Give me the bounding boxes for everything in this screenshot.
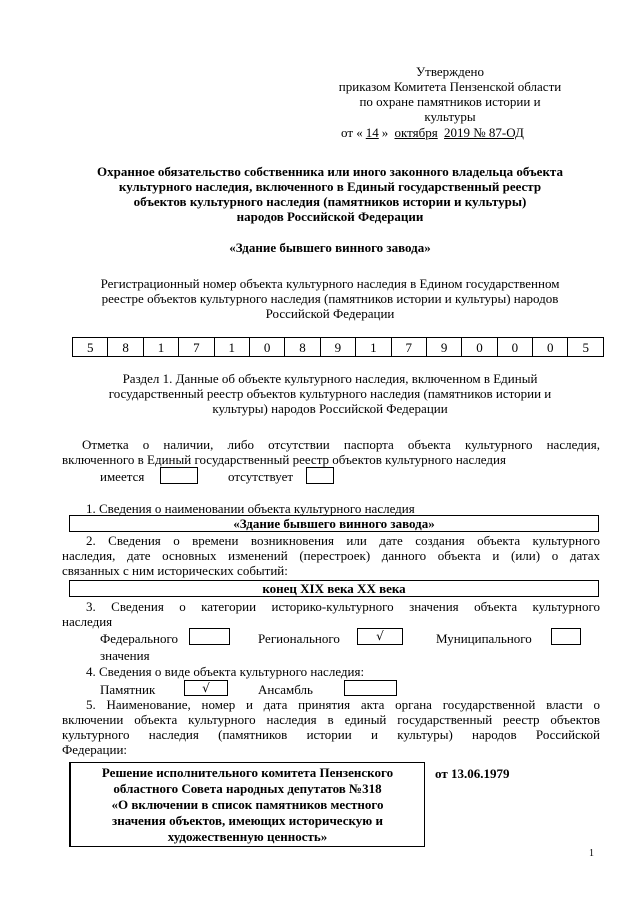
approval-date-prefix: от « (341, 125, 363, 140)
regional-check-mark: √ (376, 629, 384, 643)
act-name (71, 765, 424, 845)
regional-label: Регионального (258, 631, 340, 646)
act-line-3: «О включении в список памятников местного (111, 797, 384, 812)
reg-digit: 9 (426, 338, 461, 357)
item-5-line-2: включении объекта культурного наследия в единый государственный реестр объектов (62, 712, 600, 727)
reg-digit: 8 (108, 338, 143, 357)
approval-day: 14 (365, 125, 379, 140)
passport-absent-checkbox[interactable] (306, 467, 334, 484)
reg-digit: 5 (568, 338, 604, 357)
registration-number-row (73, 338, 604, 357)
title-line-2: культурного наследия, включенного в Единый государственный реестр (118, 179, 542, 194)
item-2-value: конец XIX века XX века (262, 581, 406, 596)
reg-digit: 7 (391, 338, 426, 357)
reg-digit: 1 (143, 338, 178, 357)
approval-line-2: приказом Комитета Пензенской области (338, 79, 562, 94)
reg-digit: 0 (462, 338, 497, 357)
section-1-line-1: Раздел 1. Данные об объекте культурного наследия, включенном в Единый (122, 371, 538, 386)
reg-digit: 0 (249, 338, 284, 357)
act-line-1: Решение исполнительного комитета Пензенского (101, 765, 394, 780)
reg-intro-line-2: реестре объектов культурного наследия (памятников истории и культуры) народов (101, 291, 559, 306)
passport-exists-checkbox[interactable] (160, 467, 198, 484)
item-5-line-1: 5. Наименование, номер и дата принятия акта органа государственной власти о (86, 697, 600, 712)
significance-label: значения (100, 648, 150, 663)
reg-intro-line-3: Российской Федерации (265, 306, 395, 321)
ensemble-checkbox[interactable] (344, 680, 397, 696)
federal-checkbox[interactable] (189, 628, 230, 645)
act-line-5: художественную ценность» (167, 829, 328, 844)
item-3-line-1: 3. Сведения о категории историко-культурного значения объекта культурного (86, 599, 600, 614)
registration-intro (50, 276, 610, 321)
item-5-line-3: культурного наследия (памятников истории и культуры) народов Российской (62, 727, 600, 742)
item-5-text (62, 697, 600, 757)
title-line-1: Охранное обязательство собственника или иного законного владельца объекта (97, 164, 563, 179)
approval-year-number: 2019 № 87-ОД (444, 125, 524, 140)
item-2-value-box (69, 580, 599, 597)
ensemble-label: Ансамбль (258, 682, 313, 697)
passport-line-1: Отметка о наличии, либо отсутствии паспорта объекта культурного наследия, (82, 437, 600, 452)
page-number: 1 (589, 848, 594, 859)
reg-digit: 8 (285, 338, 320, 357)
approval-line-3: по охране памятников истории и (359, 94, 541, 109)
section-1-heading (60, 371, 600, 416)
section-1-line-2: государственный реестр объектов культурного наследия (памятников истории и (108, 386, 552, 401)
item-1-label: 1. Сведения о наименовании объекта культурного наследия (86, 501, 415, 516)
approval-date (341, 125, 601, 140)
title-line-4: народов Российской Федерации (236, 209, 424, 224)
document-title (60, 164, 600, 224)
reg-digit: 1 (356, 338, 391, 357)
title-line-3: объектов культурного наследия (памятников истории и культуры) (133, 194, 527, 209)
approval-line-1: Утверждено (415, 64, 485, 79)
reg-digit: 5 (73, 338, 108, 357)
passport-absent-label: отсутствует (228, 469, 294, 484)
act-date: от 13.06.1979 (435, 766, 510, 781)
item-2-line-3: связанных с ним исторических событий: (62, 563, 288, 578)
item-3-text (62, 599, 600, 629)
reg-digit: 1 (214, 338, 249, 357)
passport-exists-label: имеется (100, 469, 145, 484)
item-5-line-4: Федерации: (62, 742, 128, 757)
monument-label: Памятник (100, 682, 156, 697)
registration-number-table (72, 337, 604, 357)
object-name-heading: «Здание бывшего винного завода» (229, 240, 431, 255)
municipal-checkbox[interactable] (551, 628, 581, 645)
approval-month: октября (394, 125, 438, 140)
approval-date-mid: » (381, 125, 389, 140)
item-1-value: «Здание бывшего винного завода» (233, 516, 435, 531)
reg-digit: 0 (497, 338, 532, 357)
reg-digit: 9 (320, 338, 355, 357)
section-1-line-3: культуры) народов Российской Федерации (212, 401, 448, 416)
item-1-value-box (69, 515, 599, 532)
act-name-box (69, 762, 425, 847)
regional-checkbox[interactable] (357, 628, 403, 645)
item-4-label: 4. Сведения о виде объекта культурного наследия: (86, 664, 365, 679)
approval-block (300, 64, 600, 124)
monument-checkbox[interactable] (184, 680, 228, 696)
approval-line-4: культуры (424, 109, 476, 124)
federal-label: Федерального (100, 631, 179, 646)
item-2-line-1: 2. Сведения о времени возникновения или дате создания объекта культурного (86, 533, 600, 548)
passport-line-2: включенного в Единый государственный реестр объектов культурного наследия (62, 452, 506, 467)
item-2-line-2: наследия, дате основных изменений (перестроек) данного объекта и (или) о датах (62, 548, 600, 563)
item-2-text (62, 533, 600, 578)
reg-digit: 0 (533, 338, 568, 357)
item-3-line-2: наследия (62, 614, 113, 629)
passport-text (62, 437, 600, 467)
act-line-2: областного Совета народных депутатов №318 (113, 781, 382, 796)
act-line-4: значения объектов, имеющих историческую и (112, 813, 383, 828)
reg-intro-line-1: Регистрационный номер объекта культурного наследия в Едином государственном (100, 276, 560, 291)
reg-digit: 7 (179, 338, 214, 357)
municipal-label: Муниципального (436, 631, 532, 646)
monument-check-mark: √ (202, 681, 210, 695)
